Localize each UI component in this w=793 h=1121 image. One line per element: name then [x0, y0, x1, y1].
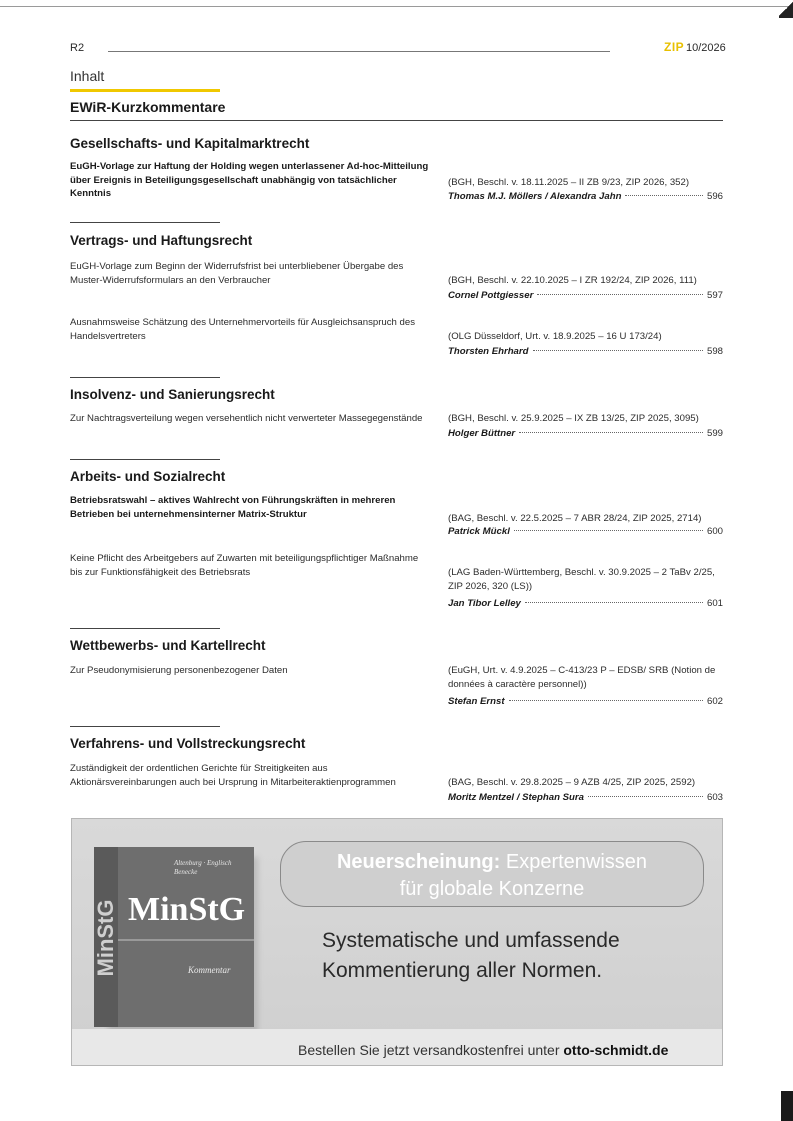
book-authors — [174, 859, 231, 877]
issue-number: 10/2026 — [686, 42, 726, 54]
ad-headline-rest: Expertenwissen — [505, 851, 648, 873]
entry-author: Jan Tibor Lelley — [448, 598, 521, 609]
top-edge-line — [0, 6, 793, 7]
section-accent-bar — [70, 89, 220, 92]
section-title: Vertrags- und Haftungsrecht — [70, 233, 253, 248]
page-corner-mark-bottom — [781, 1091, 793, 1121]
ad-subheadline: Kommentierung aller Normen. — [322, 959, 603, 982]
leader-dots — [625, 195, 703, 196]
leader-dots — [514, 530, 703, 531]
book-authors-line: Altenburg · Englisch — [174, 859, 232, 867]
entry-author: Moritz Mentzel / Stephan Sura — [448, 792, 584, 803]
entry-page: 600 — [706, 526, 723, 537]
ad-order-text: Bestellen Sie jetzt versandkostenfrei unter — [298, 1042, 560, 1058]
entry-author: Thorsten Ehrhard — [448, 346, 529, 357]
main-heading: EWiR-Kurzkommentare — [70, 99, 226, 115]
entry-page: 598 — [706, 346, 723, 357]
leader-dots — [519, 432, 703, 433]
entry-author-line — [448, 290, 723, 304]
entry-author-line — [448, 191, 723, 205]
entry-citation: (EuGH, Urt. v. 4.9.2025 – C-413/23 P – EDSB/ SRB (Notion de données à caractère personnel)) — [448, 665, 716, 690]
entry-page: 596 — [706, 191, 723, 202]
entry-citation: (LAG Baden-Württemberg, Beschl. v. 30.9.2025 – 2 TaBv 2/25, ZIP 2026, 320 (LS)) — [448, 567, 715, 592]
leader-dots — [509, 700, 703, 701]
book-authors-line: Benecke — [174, 868, 198, 876]
entry-author: Thomas M.J. Möllers / Alexandra Jahn — [448, 191, 622, 202]
section-title: Verfahrens- und Vollstreckungsrecht — [70, 736, 306, 751]
entry-citation: (BGH, Beschl. v. 25.9.2025 – IX ZB 13/25, ZIP 2025, 3095) — [448, 413, 699, 424]
entry-author-line — [448, 428, 723, 442]
book-divider — [118, 939, 254, 941]
entry-author: Holger Büttner — [448, 428, 516, 439]
entry-author: Stefan Ernst — [448, 696, 505, 707]
book-title: MinStG — [128, 891, 246, 928]
main-heading-rule — [70, 120, 723, 121]
entry-citation: (BGH, Beschl. v. 22.10.2025 – I ZR 192/24, ZIP 2026, 111) — [448, 275, 697, 286]
entry-text: Keine Pflicht des Arbeitgebers auf Zuwarten mit beteiligungspflichtiger Maßnahme bis zur Funktionsfähigkeit des Betriebsrats — [70, 553, 419, 578]
entry-author-line — [448, 346, 723, 360]
entry-author-line — [448, 526, 723, 540]
ad-subheadline: Systematische und umfassende — [322, 929, 620, 952]
page-label: R2 — [70, 42, 85, 54]
entry-author-line — [448, 792, 723, 806]
entry-text: Ausnahmsweise Schätzung des Unternehmervorteils für Ausgleichsanspruch des Handelsvertreters — [70, 317, 416, 342]
section-title: Gesellschafts- und Kapitalmarktrecht — [70, 136, 310, 151]
entry-page: 599 — [706, 428, 723, 439]
entry-page: 597 — [706, 290, 723, 301]
entry-citation: (BGH, Beschl. v. 18.11.2025 – II ZB 9/23, ZIP 2026, 352) — [448, 177, 690, 188]
entry-citation: (BAG, Beschl. v. 22.5.2025 – 7 ABR 28/24, ZIP 2025, 2714) — [448, 513, 702, 524]
ad-order-line — [298, 1042, 668, 1058]
section-rule — [70, 628, 220, 629]
leader-dots — [537, 294, 703, 295]
ad-order-link[interactable]: otto-schmidt.de — [563, 1042, 669, 1058]
entry-text: Zuständigkeit der ordentlichen Gerichte für Streitigkeiten aus Aktionärsvereinbarungen auch bei Ursprung in Mitarbeiteraktienprogrammen — [70, 763, 396, 788]
entry-author: Patrick Mückl — [448, 526, 510, 537]
ad-headline-line2: für globale Konzerne — [399, 878, 585, 900]
book-spine — [94, 847, 118, 1027]
section-title: Wettbewerbs- und Kartellrecht — [70, 638, 266, 653]
book-advertisement — [71, 818, 723, 1066]
entry-text: EuGH-Vorlage zum Beginn der Widerrufsfrist bei unterbliebener Übergabe des Muster-Widerrufsformulars an den Verbraucher — [70, 261, 404, 286]
header-rule — [108, 51, 610, 52]
book-spine-title: MinStG — [93, 899, 118, 977]
entry-citation: (BAG, Beschl. v. 29.8.2025 – 9 AZB 4/25, ZIP 2025, 2592) — [448, 777, 696, 788]
section-rule — [70, 459, 220, 460]
book-cover-image — [94, 847, 254, 1027]
leader-dots — [588, 796, 703, 797]
section-rule — [70, 222, 220, 223]
entry-text: EuGH-Vorlage zur Haftung der Holding wegen unterlassener Ad-hoc-Mitteilung über Ereignis in Beteiligungsgesellschaft unabhängig von tatsächlicher Kenntnis — [70, 161, 429, 199]
entry-page: 601 — [706, 598, 723, 609]
section-title: Insolvenz- und Sanierungsrecht — [70, 387, 275, 402]
ad-headline — [282, 849, 702, 875]
entry-author-line — [448, 598, 723, 612]
page-corner-mark — [779, 0, 793, 18]
entry-text: Zur Nachtragsverteilung wegen versehentlich nicht verwerteter Massegegenstände — [70, 413, 423, 424]
section-rule — [70, 726, 220, 727]
entry-citation: (OLG Düsseldorf, Urt. v. 18.9.2025 – 16 U 173/24) — [448, 331, 662, 342]
journal-logo: ZIP — [664, 40, 685, 54]
entry-page: 602 — [706, 696, 723, 707]
entry-page: 603 — [706, 792, 723, 803]
ad-headline-bold: Neuerscheinung: — [336, 851, 501, 873]
section-title: Arbeits- und Sozialrecht — [70, 469, 226, 484]
entry-author-line — [448, 696, 723, 710]
section-label: Inhalt — [70, 68, 105, 84]
entry-text: Betriebsratswahl – aktives Wahlrecht von Führungskräften in mehreren Betrieben bei unternehmensinterner Matrix-Struktur — [70, 495, 396, 520]
book-subtitle: Kommentar — [188, 965, 231, 975]
leader-dots — [525, 602, 703, 603]
entry-author: Cornel Pottgiesser — [448, 290, 534, 301]
leader-dots — [533, 350, 703, 351]
entry-text: Zur Pseudonymisierung personenbezogener Daten — [70, 665, 288, 676]
section-rule — [70, 377, 220, 378]
